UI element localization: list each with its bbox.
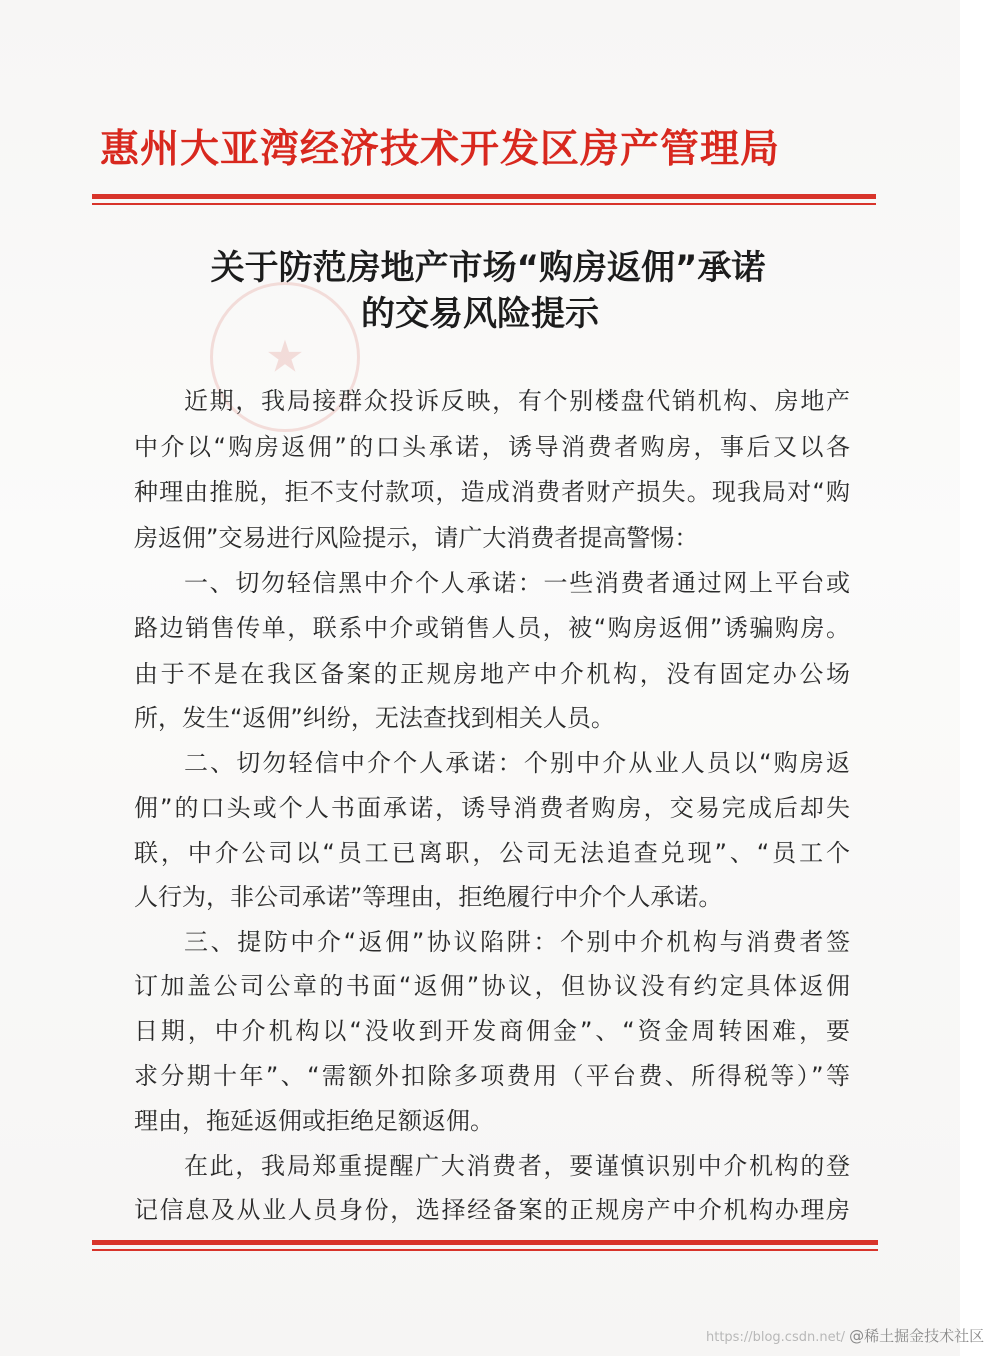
notice-title-line-1: 关于防范房地产市场“购房返佣”承诺 [210, 248, 766, 288]
watermark-brand: @稀土掘金技术社区 [849, 1327, 984, 1345]
body-line: 由于不是在我区备案的正规房地产中介机构，没有固定办公场 [134, 660, 850, 688]
letterhead-title: 惠州大亚湾经济技术开发区房产管理局 [100, 126, 781, 172]
body-line: 近期，我局接群众投诉反映，有个别楼盘代销机构、房地产 [184, 387, 850, 415]
body-line: 理由，拖延返佣或拒绝足额返佣。 [134, 1107, 494, 1135]
body-line: 记信息及从业人员身份，选择经备案的正规房产中介机构办理房 [134, 1196, 850, 1224]
footer-red-rule-thick [92, 1240, 878, 1245]
body-line: 求分期十年”、“需额外扣除多项费用（平台费、所得税等）”等 [134, 1062, 850, 1090]
header-red-rule-thick [92, 194, 876, 199]
body-line: 三、提防中介“返佣”协议陷阱：个别中介机构与消费者签 [184, 928, 850, 956]
watermark-url: https://blog.csdn.net/ [706, 1330, 846, 1345]
notice-title-line-2: 的交易风险提示 [361, 294, 599, 334]
body-line: 一、切勿轻信黑中介个人承诺：一些消费者通过网上平台或 [184, 569, 850, 597]
body-line: 订加盖公司公章的书面“返佣”协议，但协议没有约定具体返佣 [134, 972, 850, 1000]
footer-red-rule-thin [92, 1249, 878, 1251]
body-line: 路边销售传单，联系中介或销售人员，被“购房返佣”诱骗购房。 [134, 614, 850, 642]
body-line: 在此，我局郑重提醒广大消费者，要谨慎识别中介机构的登 [184, 1152, 850, 1180]
body-line: 中介以“购房返佣”的口头承诺，诱导消费者购房，事后又以各 [134, 433, 850, 461]
seal-star-icon: ★ [265, 331, 305, 383]
body-line: 人行为，非公司承诺”等理由，拒绝履行中介个人承诺。 [134, 883, 723, 911]
watermark [706, 1325, 984, 1346]
body-line: 佣”的口头或个人书面承诺，诱导消费者购房，交易完成后却失 [134, 794, 850, 822]
body-line: 联，中介公司以“员工已离职，公司无法追查兑现”、“员工个 [134, 839, 850, 867]
header-red-rule-thin [92, 203, 876, 205]
body-line: 房返佣”交易进行风险提示，请广大消费者提高警惕： [134, 524, 699, 552]
body-line: 种理由推脱，拒不支付款项，造成消费者财产损失。现我局对“购 [134, 478, 850, 506]
body-line: 日期，中介机构以“没收到开发商佣金”、“资金周转困难，要 [134, 1017, 850, 1045]
body-line: 二、切勿轻信中介个人承诺：个别中介从业人员以“购房返 [184, 749, 850, 777]
body-line: 所，发生“返佣”纠纷，无法查找到相关人员。 [134, 704, 615, 732]
